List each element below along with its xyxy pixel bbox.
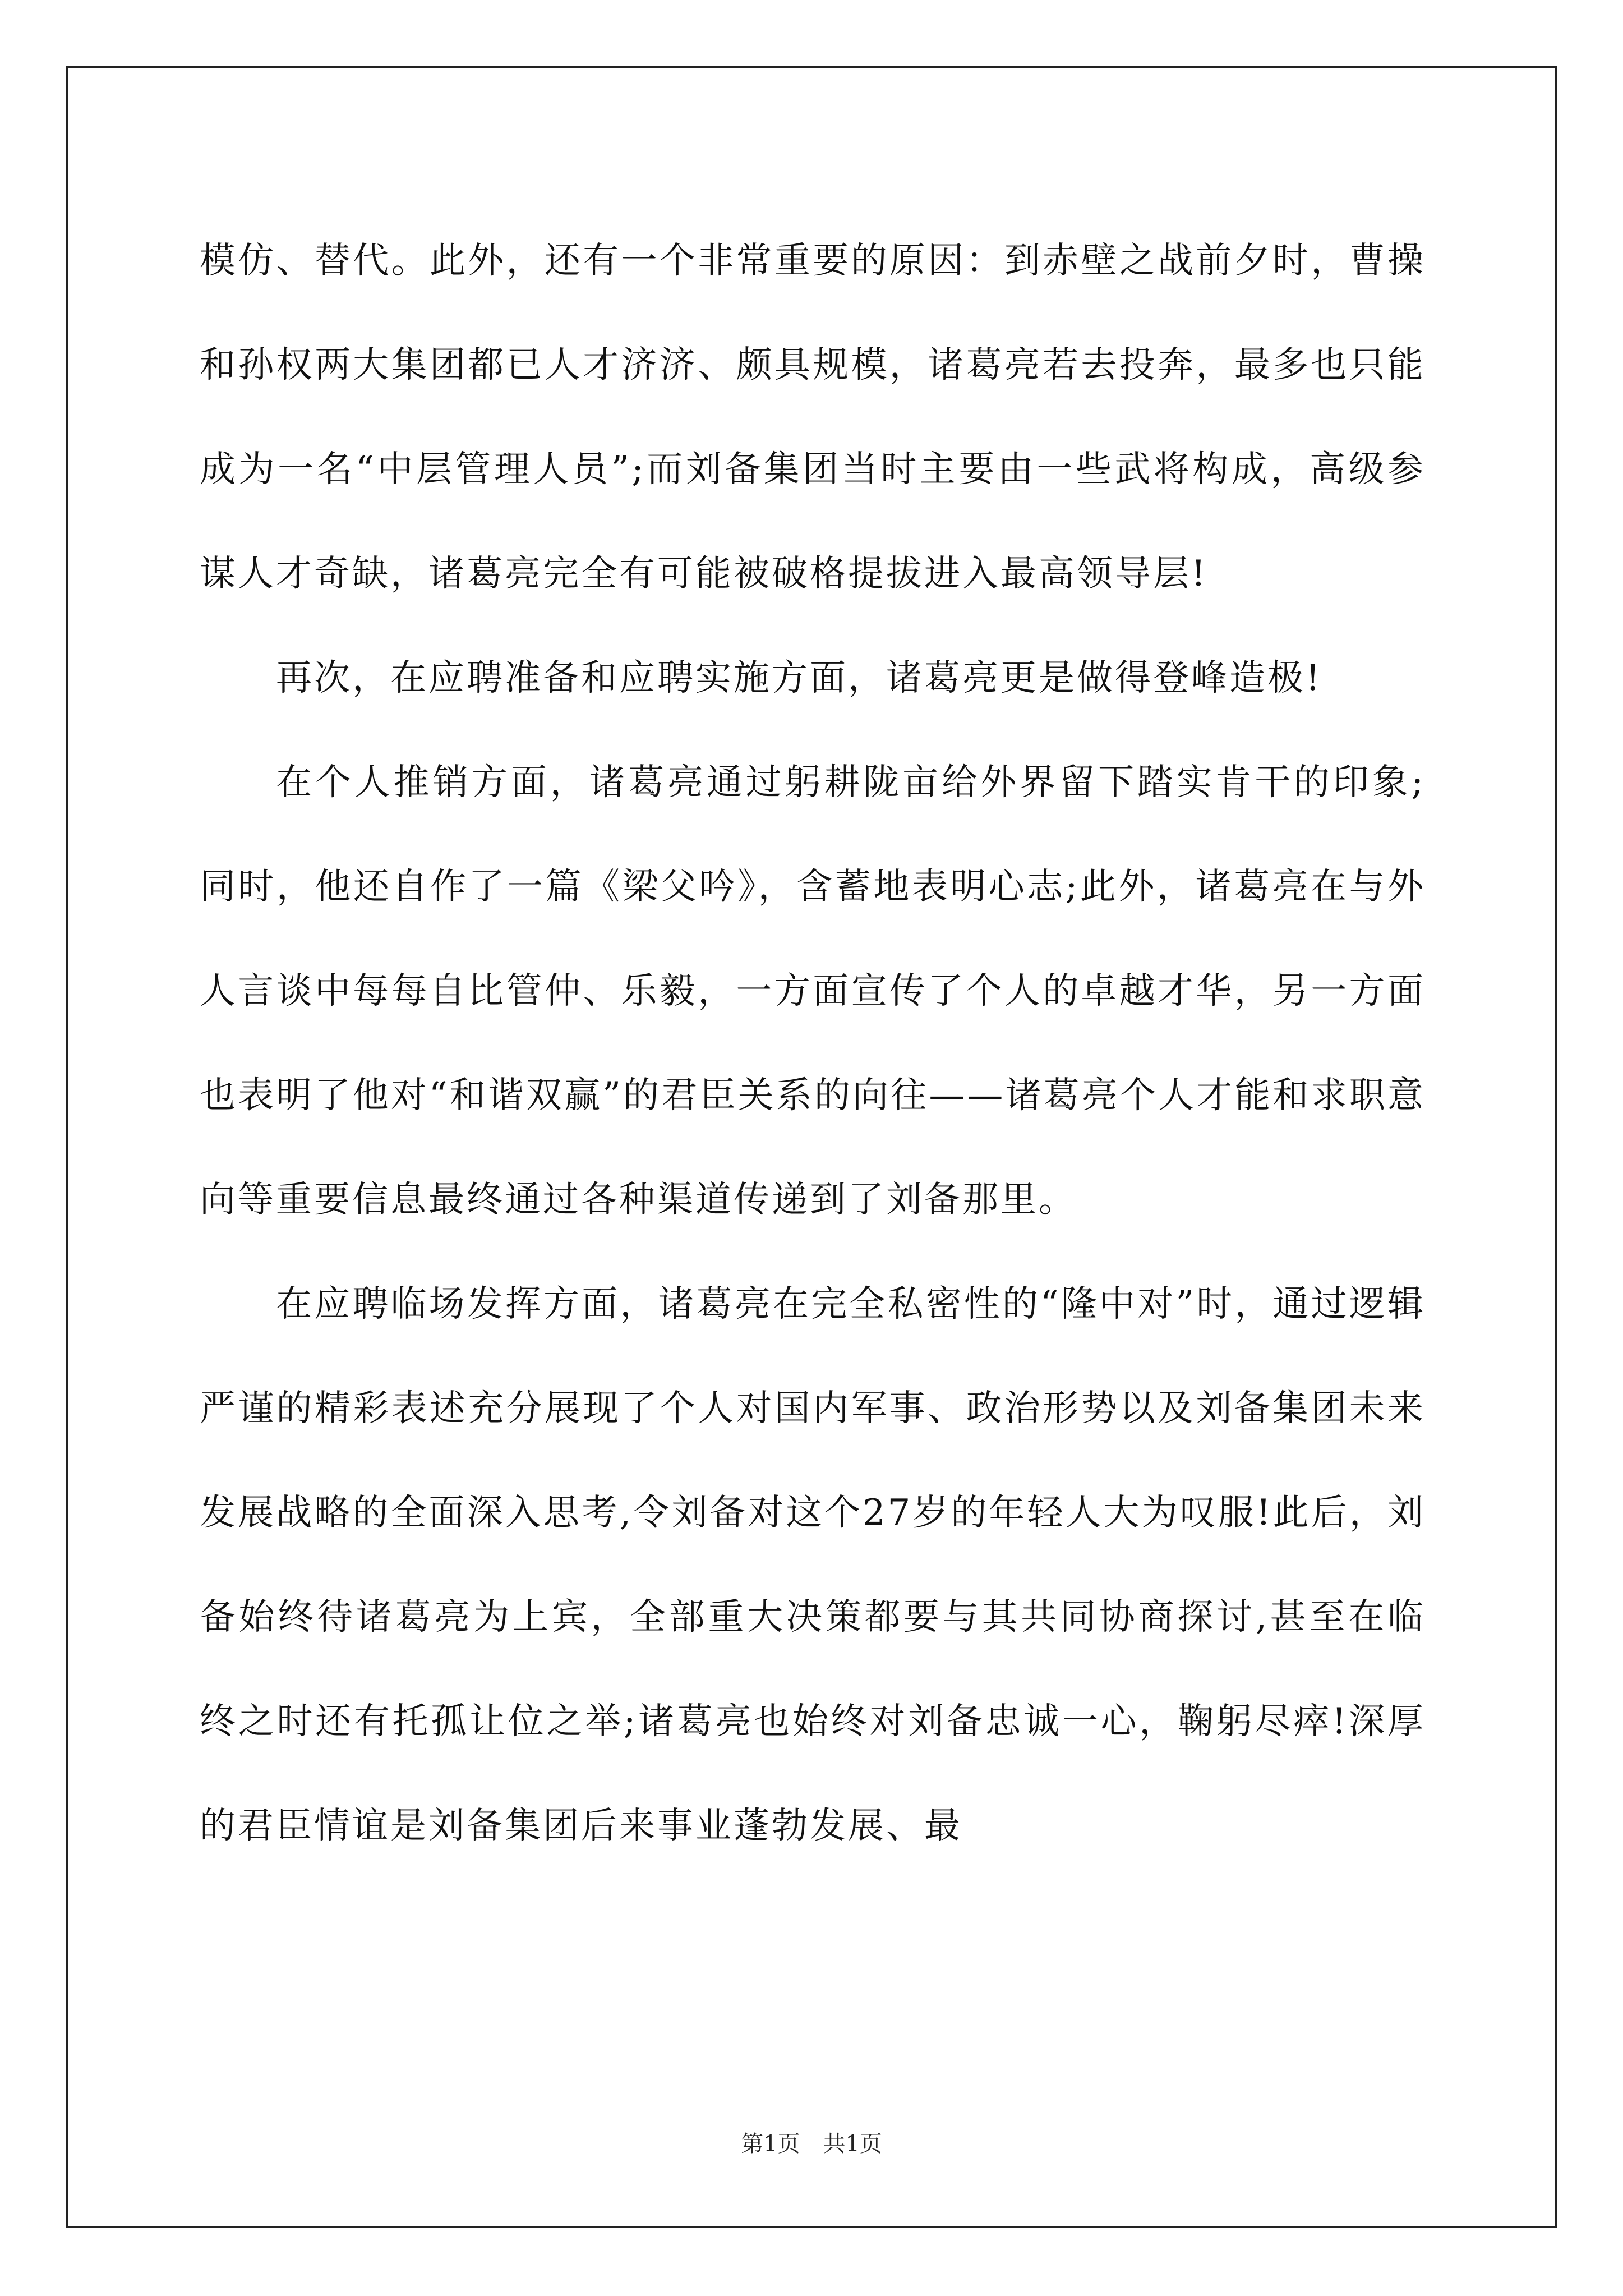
page-number-total: 共1页 [823,2131,882,2157]
page-footer [0,2126,1623,2158]
page-number-current: 第1页 [741,2131,800,2157]
paragraph-1: 模仿、替代。此外，还有一个非常重要的原因：到赤壁之战前夕时，曹操和孙权两大集团都已人才济济、颇具规模，诸葛亮若去投奔，最多也只能成为一名“中层管理人员”;而刘备集团当时主要由一些武将构成，高级参谋人才奇缺，诸葛亮完全有可能被破格提拔进入最高领导层! [200,240,1426,595]
paragraph-3: 在个人推销方面，诸葛亮通过躬耕陇亩给外界留下踏实肯干的印象;同时，他还自作了一篇《梁父吟》，含蓄地表明心志;此外，诸葛亮在与外人言谈中每每自比管仲、乐毅，一方面宣传了个人的卓越才华，另一方面也表明了他对“和谐双赢”的君臣关系的向往——诸葛亮个人才能和求职意向等重要信息最终通过各种渠道传递到了刘备那里。 [200,762,1426,1221]
document-body [200,209,1426,1878]
paragraph-2: 再次，在应聘准备和应聘实施方面，诸葛亮更是做得登峰造极! [276,657,1322,699]
paragraph-4: 在应聘临场发挥方面，诸葛亮在完全私密性的“隆中对”时，通过逻辑严谨的精彩表述充分展现了个人对国内军事、政治形势以及刘备集团未来发展战略的全面深入思考,令刘备对这个27岁的年轻人大为叹服!此后，刘备始终待诸葛亮为上宾，全部重大决策都要与其共同协商探讨,甚至在临终之时还有托孤让位之举;诸葛亮也始终对刘备忠诚一心，鞠躬尽瘁!深厚的君臣情谊是刘备集团后来事业蓬勃发展、最 [200,1283,1426,1847]
